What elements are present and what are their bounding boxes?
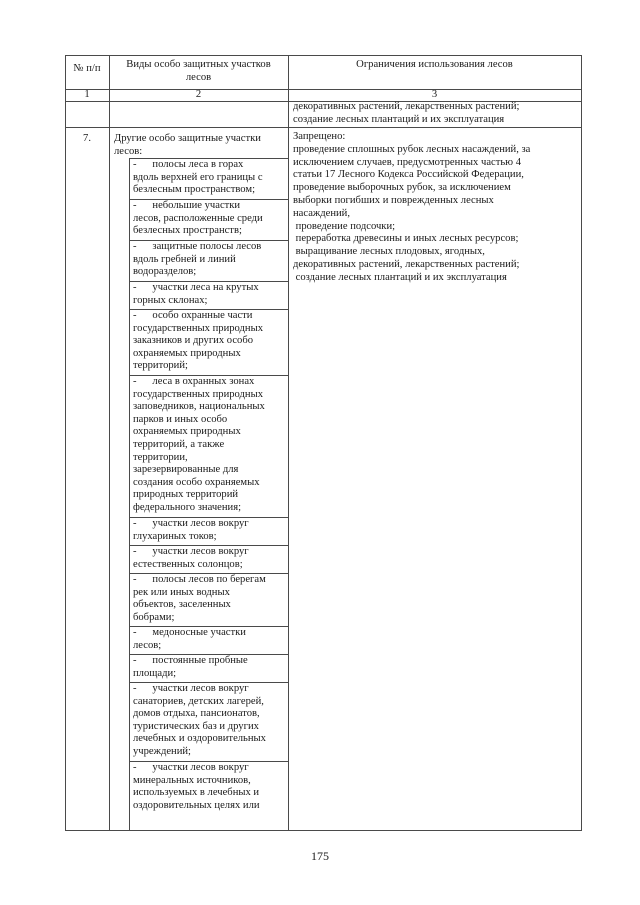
sub-item-line: охраняемых природных bbox=[133, 347, 241, 359]
restriction-line: выборки погибших и поврежденных лесных bbox=[293, 195, 494, 206]
sub-item-line: заповедников, национальных bbox=[133, 401, 265, 413]
row-title-line-2: лесов: bbox=[114, 146, 143, 157]
table-border-top bbox=[65, 55, 582, 56]
sub-item-line: зарезервированные для bbox=[133, 464, 239, 476]
restriction-line: выращивание лесных плодовых, ягодных, bbox=[293, 246, 485, 258]
sub-item-line: - участки лесов вокруг bbox=[133, 683, 249, 694]
sub-item-line: безлесных пространств; bbox=[133, 225, 242, 237]
header-restrictions: Ограничения использования лесов bbox=[356, 59, 513, 70]
sub-item-line: лечебных и оздоровительных bbox=[133, 733, 266, 745]
page-number: 175 bbox=[311, 849, 329, 863]
continuation-row-divider bbox=[65, 127, 582, 128]
sub-item-line: - участки лесов вокруг bbox=[133, 518, 249, 529]
sub-item-line: парков и иных особо bbox=[133, 413, 228, 425]
restriction-line: Запрещено: bbox=[293, 131, 346, 142]
sub-item-line: - участки леса на крутых bbox=[133, 282, 259, 293]
continuation-line-1: декоративных растений, лекарственных растений; bbox=[293, 101, 520, 112]
sub-item-line: объектов, заселенных bbox=[133, 599, 231, 611]
header-forest-types-line2: лесов bbox=[185, 72, 212, 83]
restriction-line: создание лесных плантаций и их эксплуатация bbox=[293, 271, 507, 283]
sub-item-line: глухариных токов; bbox=[133, 530, 217, 542]
sub-item-line: создания особо охраняемых bbox=[133, 476, 260, 488]
sub-item-line: - участки лесов вокруг bbox=[133, 762, 249, 773]
sub-item-line: минеральных источников, bbox=[133, 774, 251, 786]
column-number-2: 2 bbox=[195, 89, 202, 100]
column-divider-1 bbox=[109, 55, 110, 831]
sub-item-line: заказников и других особо bbox=[133, 335, 254, 347]
sub-item-line: - защитные полосы лесов bbox=[133, 241, 262, 252]
sub-item-line: санаториев, детских лагерей, bbox=[133, 695, 264, 707]
restriction-line: декоративных растений, лекарственных растений; bbox=[293, 259, 520, 270]
sub-item-line: лесов, расположенные среди bbox=[133, 212, 263, 224]
sub-items-inner-border bbox=[129, 158, 130, 830]
restriction-line: проведение подсочки; bbox=[293, 220, 396, 232]
sub-item-line: - особо охранные части bbox=[133, 310, 253, 321]
sub-item-line: территорий, а также bbox=[133, 439, 225, 450]
sub-item-line: водоразделов; bbox=[133, 266, 197, 278]
sub-item-line: - медоносные участки bbox=[133, 627, 246, 638]
sub-item-line: - леса в охранных зонах bbox=[133, 376, 255, 387]
sub-item-line: оздоровительных целях или bbox=[133, 799, 260, 811]
header-forest-types-line1: Виды особо защитных участков bbox=[126, 59, 271, 70]
sub-item-line: горных склонах; bbox=[133, 294, 208, 306]
sub-item-line: безлесным пространством; bbox=[133, 184, 256, 196]
sub-item-line: государственных природных bbox=[133, 322, 263, 334]
sub-item-line: площади; bbox=[133, 667, 177, 679]
row-number: 7. bbox=[83, 133, 91, 144]
sub-item-line: туристических баз и других bbox=[133, 720, 259, 732]
sub-item-line: - полосы лесов по берегам bbox=[133, 574, 266, 585]
restriction-line: насаждений, bbox=[293, 207, 350, 219]
sub-item-line: вдоль верхней его границы с bbox=[133, 171, 263, 183]
row-title-line-1: Другие особо защитные участки bbox=[114, 133, 261, 144]
sub-item-line: лесов; bbox=[133, 639, 162, 651]
sub-item-line: домов отдыха, пансионатов, bbox=[133, 708, 260, 720]
sub-item-line: охраняемых природных bbox=[133, 426, 241, 438]
column-number-1: 1 bbox=[84, 89, 90, 100]
restriction-line: исключением случаев, предусмотренных частью 4 bbox=[293, 156, 522, 168]
restriction-line: статьи 17 Лесного Кодекса Российской Федерации, bbox=[293, 169, 524, 181]
restriction-line: проведение выборочных рубок, за исключением bbox=[293, 182, 511, 194]
header-number: № п/п bbox=[73, 63, 101, 74]
sub-item-line: - небольшие участки bbox=[133, 200, 241, 211]
table-border-bottom bbox=[65, 830, 582, 831]
sub-item-line: государственных природных bbox=[133, 388, 263, 400]
sub-item-line: учреждений; bbox=[133, 746, 191, 757]
table-border-right bbox=[581, 55, 582, 831]
sub-item-line: территории, bbox=[133, 451, 188, 463]
sub-item-line: вдоль гребней и линий bbox=[133, 253, 236, 265]
sub-item-line: рек или иных водных bbox=[133, 586, 230, 598]
sub-item-line: естественных солонцов; bbox=[133, 558, 243, 570]
continuation-line-2: создание лесных плантаций и их эксплуатация bbox=[293, 114, 505, 125]
table-border-left bbox=[65, 55, 66, 831]
sub-item-line: - постоянные пробные bbox=[133, 655, 248, 666]
sub-item-line: - участки лесов вокруг bbox=[133, 546, 249, 557]
sub-item-line: - полосы леса в горах bbox=[133, 159, 244, 170]
restriction-line: переработка древесины и иных лесных ресурсов; bbox=[293, 233, 519, 245]
sub-item-line: природных территорий bbox=[133, 489, 239, 501]
column-number-3: 3 bbox=[431, 89, 438, 100]
column-divider-2 bbox=[288, 55, 289, 831]
sub-item-line: территорий; bbox=[133, 360, 188, 372]
sub-item-line: используемых в лечебных и bbox=[133, 787, 260, 799]
sub-item-line: федерального значения; bbox=[133, 502, 242, 513]
sub-item-line: бобрами; bbox=[133, 611, 175, 623]
restriction-line: проведение сплошных рубок лесных насаждений, за bbox=[293, 143, 531, 155]
